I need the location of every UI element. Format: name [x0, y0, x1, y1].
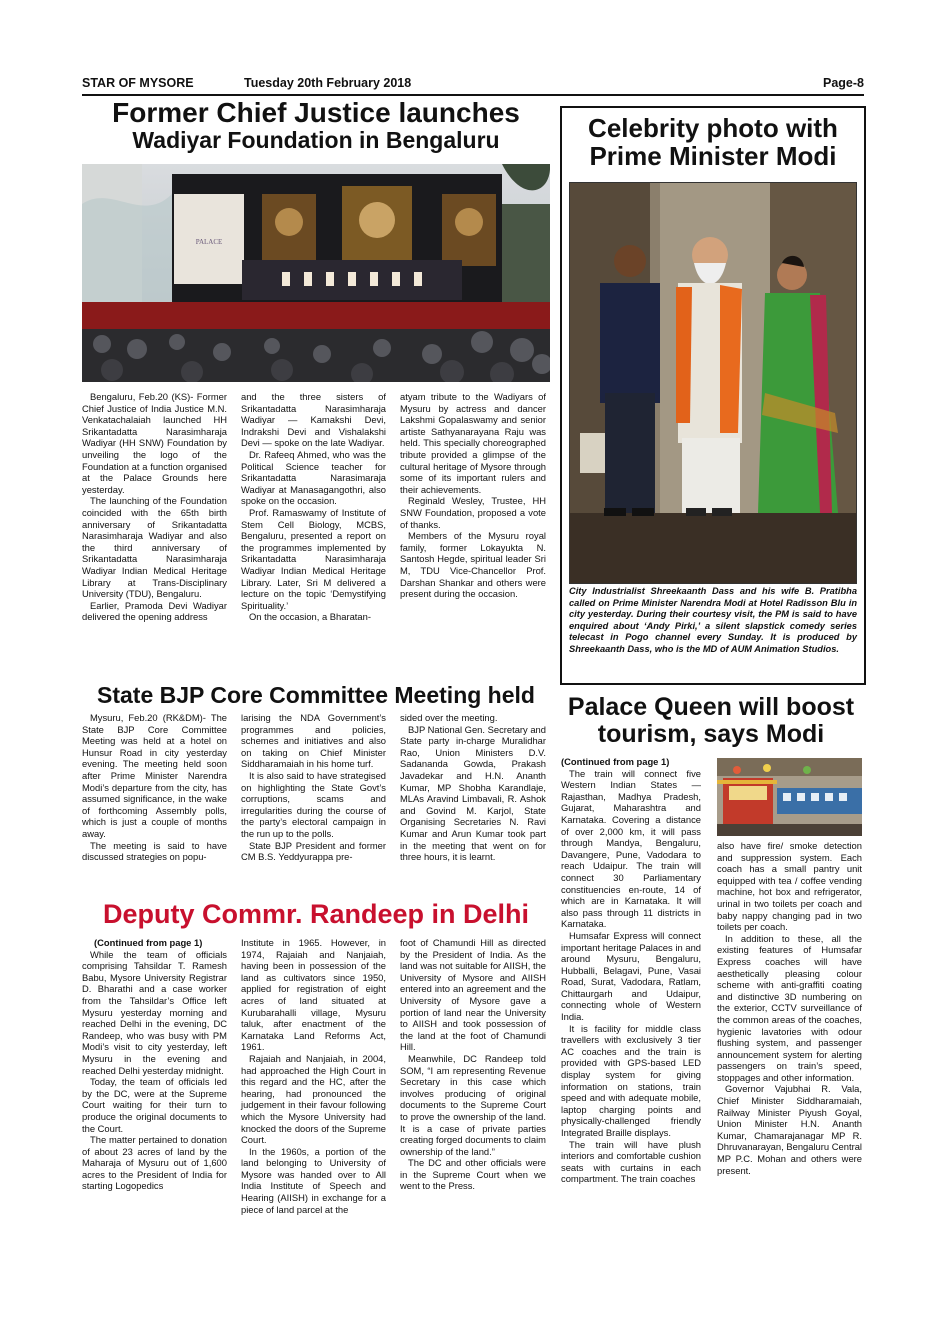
foundation-launch-photo — [82, 164, 550, 382]
issue-date: Tuesday 20th February 2018 — [244, 76, 412, 90]
story3-column-1: Mysuru, Feb.20 (RK&DM)- The State BJP Core Committee Meeting was held at a hotel on Hunsur Road in city yesterday evening. The meeting held soon after Prime Minister Narendra Modi’s departure from the city, has assumed significance, in the wake of forthcoming Assembly polls, which is just a couple of months away. The meeting is said to have discussed strategies on popu- — [82, 712, 227, 863]
story1-column-3: atyam tribute to the Wadiyars of Mysuru by actress and dancer Lakshmi Gopalaswamy and senior artiste Sathyanarayana Raju was held. This specially choreographed tribute provided a glimpse of the cultural heritage of Mysore through some of its important rulers and their achievements. Reginald Wesley, Trustee, HH SNW Foundation, proposed a vote of thanks. Members of the Mysuru royal family, former Lokayukta N. Santosh Hegde, spiritual leader Sri M, TDU Vice-Chancellor Prof. Darshan Shankar and others were present during the occasion. — [400, 391, 546, 600]
story5-column-1: (Continued from page 1) The train will connect five Western Indian States — Rajasthan, Madhya Pradesh, Gujarat, Maharashtra and Karnataka. Covering a distance of over 2,000 km, it will pass through Mandya, Bengaluru, Davangere, Pune, Vadodara to reach Udaipur. The train will connect 30 Parliamentary constituencies en-route, 14 of which are in Karnataka. It will also pass through 11 districts in Karnataka. Humsafar Express will connect important heritage Palaces in and around Mysuru, Bengaluru, Hubballi, Belagavi, Pune, Vasai Road, Surat, Vadodara, Ratlam, Chittaurgarh and Udaipur, connecting whole of Western India. It is facility for middle class travellers with exclusively 3 tier AC coaches and the train is provided with GPS-based LED display system for giving information on stations, train speed and with adequate mobile, laptop charging points and physically-challenged friendly Integrated Braille displays. The train will have plush interiors and comfortable cushion seats with curtains in each compartment. The train coaches — [561, 756, 701, 1185]
svg-text:PALACE: PALACE — [195, 238, 223, 246]
story1-column-2: and the three sisters of Srikantadatta Narasimharaja Wadiyar — Kamakshi Devi, Indrakshi Devi and Vishalakshi Devi — spoke on the late Wadiyar. Dr. Rafeeq Ahmed, who was the Political Science teacher for Srikantadatta Narasimaraja Wadiyar at Manasagangothri, also spoke on the occasion. Prof. Ramaswamy of Institute of Stem Cell Biology, MCBS, Bengaluru, presented a report on the programmes implemented by Srikantadatta Narasimharaja Wadiyar Indian Medical Heritage Library. Later, Sri M delivered a lecture on the topic ‘Demystifying Spirituality.’ On the occasion, a Bharatan- — [241, 391, 386, 623]
paper-name: STAR OF MYSORE — [82, 76, 194, 90]
humsafar-train-photo — [717, 758, 862, 836]
story4-column-3: foot of Chamundi Hill as directed by the President of India. As the land was not suitable for AIISH, the University of Mysore and AIISH entered into an agreement and the University of Mysore gave a portion of land near the University to AIISH and took possession of the land at the foot of Chamundi Hill. Meanwhile, DC Randeep told SOM, “I am representing Revenue Secretary in this case which involves producing of original documents to the Supreme Court to prove the ownership of the land. It is a case of private parties creating forged documents to claim ownership of the land.” The DC and other officials were in the Supreme Court when we went to the Press. — [400, 937, 546, 1192]
pm-modi-photo — [569, 182, 857, 584]
story3-column-3: sided over the meeting. BJP National Gen. Secretary and State party in-charge Muralidhar Rao, Union Ministers D.V. Sadananda Gowda, Prakash Javadekar and H.N. Ananth Kumar, MP Shobha Karandlaje, MLAs Aravind Limbavali, R. Ashok and Govind M. Karjol, State Organising Secretaries N. Ravi Kumar and Arun Kumar took part in the meeting that went on for three hours, it is learnt. — [400, 712, 546, 863]
masthead — [82, 74, 864, 96]
story4-column-1: (Continued from page 1) While the team of officials comprising Tahsildar T. Ramesh Babu, Mysore University Registrar D. Bharathi and a case worker from the Tahsildar’s Office left Mysuru yesterday morning and reached Delhi in the evening, DC Randeep, who was busy with PM Modi’s visit to city yesterday, left Mysuru in the evening and reached Delhi yesterday midnight. Today, the team of officials led by the DC, were at the Supreme Court waiting for their turn to produce the original documents to the Court. The matter pertained to donation of about 23 acres of land by the Maharaja of Mysuru out of 1,600 acres to the President of India for starting Logopedics — [82, 937, 227, 1192]
story4-headline: Deputy Commr. Randeep in Delhi — [102, 899, 530, 929]
story2-headline: Celebrity photo with Prime Minister Modi — [588, 113, 838, 172]
page-number: Page-8 — [823, 76, 864, 90]
story1-headline: Former Chief Justice launches Wadiyar Foundation in Bengaluru — [112, 97, 520, 154]
story3-column-2: larising the NDA Government’s programmes and policies, schemes and initiatives and also on taking on Chief Minister Siddharamaiah in his home turf. It is also said to have strategised on highlighting the State Govt’s corruptions, scams and irregularities during the course of the party’s electoral campaign in the run up to the polls. State BJP President and former CM B.S. Yeddyurappa pre- — [241, 712, 386, 863]
story5-headline: Palace Queen will boost tourism, says Modi — [567, 693, 855, 748]
story4-column-2: Institute in 1965. However, in 1974, Rajaiah and Nanjaiah, having been in possession of the land as cultivators since 1950, applied for registration of eight acres of land situated at Kurubarahalli village, Mysuru taluk, after enactment of the Karnataka Land Reforms Act, 1961. Rajaiah and Nanjaiah, in 2004, had approached the High Court in this regard and the HC, after the hearing, had pronounced the judgement in their favour following which the Mysore University had knocked the doors of the Supreme Court. In the 1960s, a portion of the land belonging to University of Mysore was handed over to All India Institute of Speech and Hearing (AIISH) in exchange for a piece of land parcel at the — [241, 937, 386, 1215]
continued-note: (Continued from page 1) — [561, 756, 670, 767]
story5-column-2: also have fire/ smoke detection and suppression system. Each coach has a small pantry unit equipped with tea / coffee vending machine, hot box and refrigerator, urinal in two toilets per coach and baby nappy changing pad in two toilets per coach. In addition to these, all the existing features of Humsafar Express coaches will have aesthetically pleasing colour scheme with anti-graffiti coating and distinctive 3D numbering on the exterior, CCTV surveillance of the common areas of the coaches, hygienic lavatories with odour flushing system, and passenger announcement system for alerting passengers on train’s speed, stoppages and other information. Governor Vajubhai R. Vala, Chief Minister Siddharamaiah, Railway Minister Piyush Goyal, Union Minister H.N. Ananth Kumar, Chamarajanagar MP R. Dhruvanarayan, Bengaluru Central MP P.C. Mohan and others were present. — [717, 840, 862, 1176]
story3-headline: State BJP Core Committee Meeting held — [97, 682, 535, 708]
celebrity-photo-box — [560, 106, 866, 685]
story1-column-1: Bengaluru, Feb.20 (KS)- Former Chief Justice of India Justice M.N. Venkatachalaiah launched HH Srikantadatta Narasimharaja Wadiyar (HH SNW) Foundation by unveiling the logo of the Foundation at a function organised at the Palace Grounds here yesterday. The launching of the Foundation coincided with the 65th birth anniversary of Srikantadatta Narasimharaja Wadiyar and also the third anniversary of Srikantadatta Narasimharaja Wadiyar Indian Medical Heritage Library at Trans-Disciplinary University (TDU), Bengaluru. Earlier, Pramoda Devi Wadiyar delivered the opening address — [82, 391, 227, 623]
continued-note: (Continued from page 1) — [94, 937, 203, 948]
photo-caption: City Industrialist Shreekaanth Dass and his wife B. Pratibha called on Prime Minister Narendra Modi at Hotel Radisson Blu in city yesterday. During their courtesy visit, the PM is said to have enquired about ‘Andy Pirki,’ a silent slapstick comedy series telecast in Pogo channel every Sunday. It is produced by Shreekaanth Dass, who is the MD of AUM Animation Studios. — [569, 586, 857, 654]
